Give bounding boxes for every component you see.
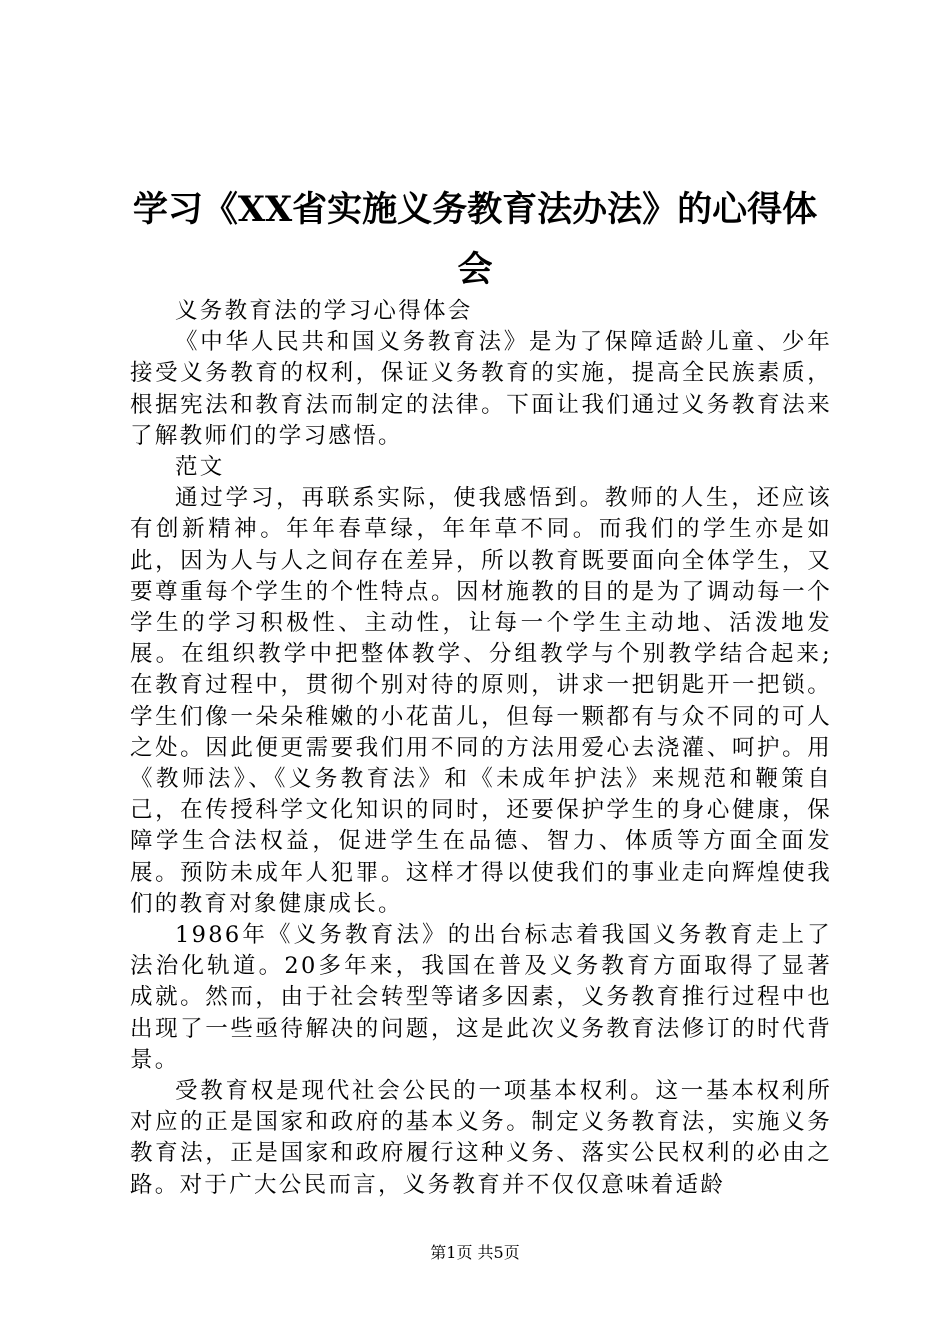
paragraph: 《中华人民共和国义务教育法》是为了保障适龄儿童、少年接受义务教育的权利，保证义务教育的实施，提高全民族素质，根据宪法和教育法而制定的法律。下面让我们通过义务教育法来了解教师们的学习感悟。	[130, 329, 832, 449]
paragraph: 义务教育法的学习心得体会	[175, 298, 473, 324]
paragraph: 通过学习，再联系实际，使我感悟到。教师的人生，还应该有创新精神。年年春草绿，年年草不同。而我们的学生亦是如此，因为人与人之间存在差异，所以教育既要面向全体学生，又要尊重每个学生的个性特点。因材施教的目的是为了调动每一个学生的学习积极性、主动性，让每一个学生主动地、活泼地发展。在组织教学中把整体教学、分组教学与个别教学结合起来;在教育过程中，贯彻个别对待的原则，讲求一把钥匙开一把锁。学生们像一朵朵稚嫩的小花苗儿，但每一颗都有与众不同的可人之处。因此便更需要我们用不同的方法用爱心去浇灌、呵护。用《教师法》、《义务教育法》和《未成年护法》来规范和鞭策自己，在传授科学文化知识的同时，还要保护学生的身心健康，保障学生合法权益，促进学生在品德、智力、体质等方面全面发展。预防未成年人犯罪。这样才得以使我们的事业走向辉煌使我们的教育对象健康成长。	[130, 485, 832, 917]
document-body	[130, 296, 832, 1201]
paragraph: 范文	[175, 454, 225, 481]
document-title: 学习《XX省实施义务教育法办法》的心得体会	[132, 189, 818, 290]
page-indicator: 第1页 共5页	[430, 1243, 520, 1262]
paragraph: 受教育权是现代社会公民的一项基本权利。这一基本权利所对应的正是国家和政府的基本义务。制定义务教育法，实施义务教育法，正是国家和政府履行这种义务、落实公民权利的必由之路。对于广大公民而言，义务教育并不仅仅意味着适龄	[130, 1078, 832, 1198]
paragraph: 1986年《义务教育法》的出台标志着我国义务教育走上了法治化轨道。20多年来，我国在普及义务教育方面取得了显著成就。然而，由于社会转型等诸多因素，义务教育推行过程中也出现了一些亟待解决的问题，这是此次义务教育法修订的时代背景。	[130, 922, 832, 1073]
